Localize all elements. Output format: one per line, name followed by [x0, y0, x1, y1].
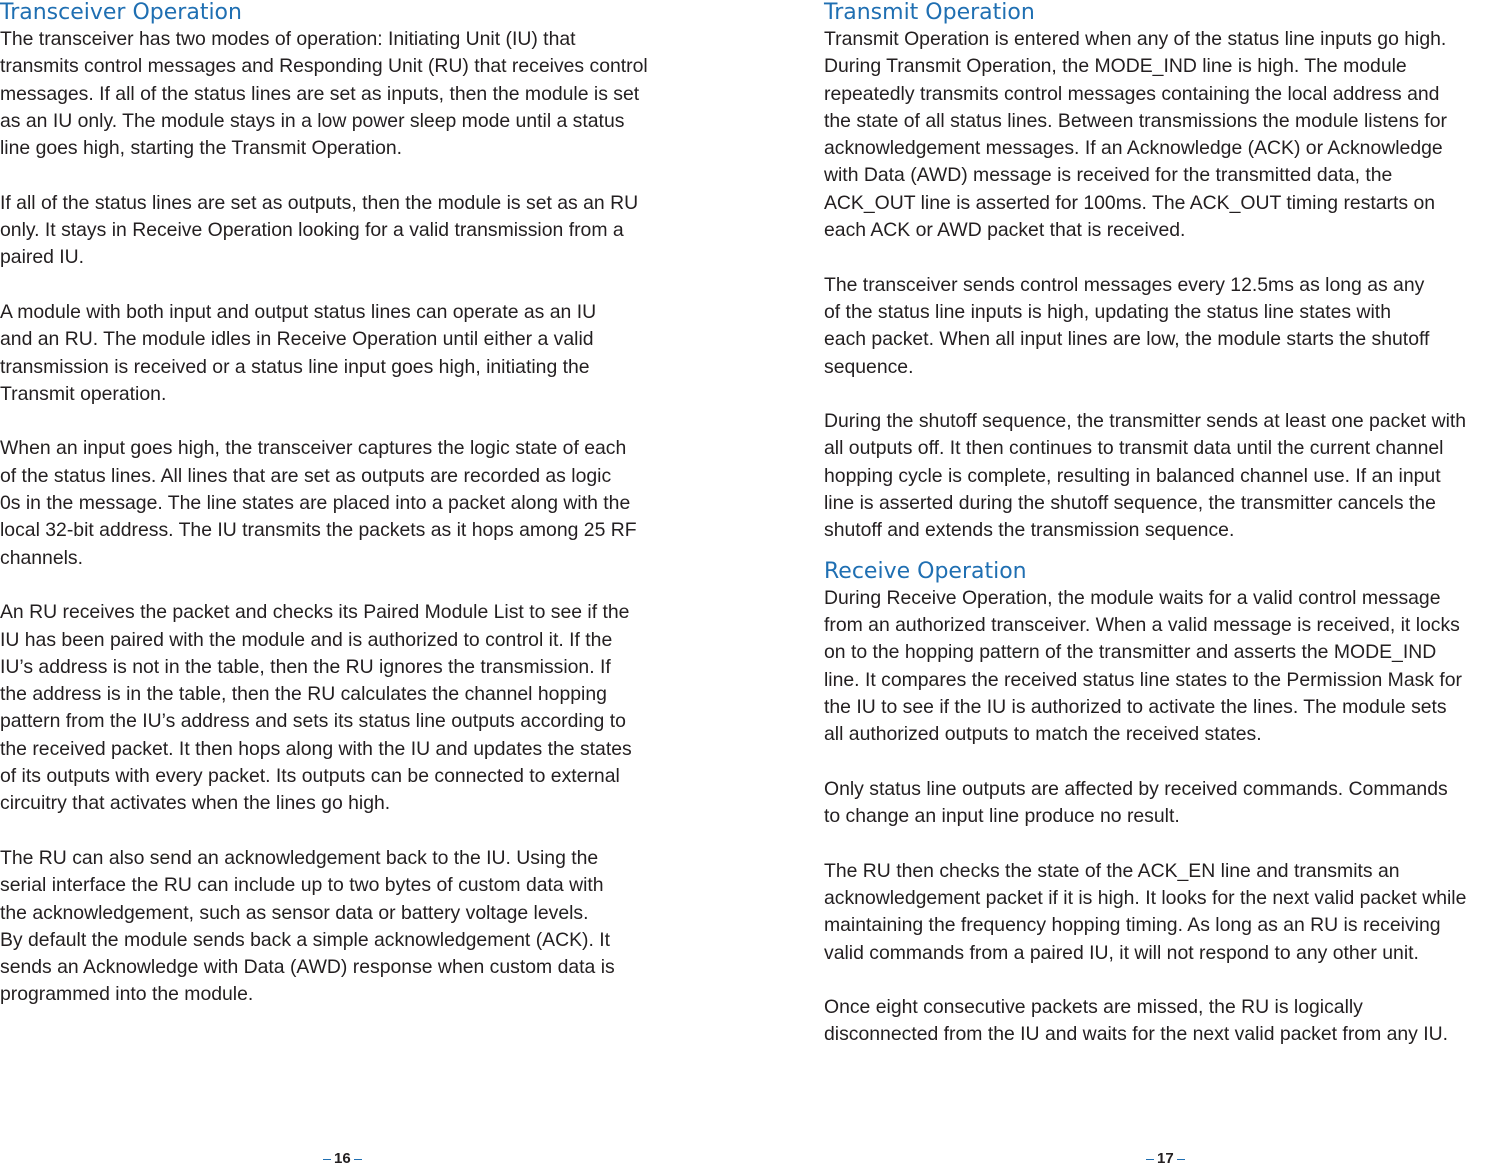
- text-line: line goes high, starting the Transmit Operation.: [0, 137, 403, 160]
- text-line: serial interface the RU can include up to two bytes of custom data with: [0, 874, 604, 897]
- text-line: circuitry that activates when the lines go high.: [0, 792, 391, 815]
- text-line: maintaining the frequency hopping timing. As long as an RU is receiving: [824, 914, 1441, 937]
- text-line: to change an input line produce no result.: [824, 805, 1180, 828]
- paragraph: [0, 845, 690, 1009]
- text-line: Transmit operation.: [0, 382, 167, 405]
- text-line: The RU can also send an acknowledgement back to the IU. Using the: [0, 846, 599, 869]
- dash-decoration: [1177, 1159, 1185, 1160]
- text-line: channels.: [0, 546, 84, 569]
- page-number-right: [1143, 1150, 1188, 1167]
- right-page: [824, 0, 1497, 1076]
- text-line: A module with both input and output status lines can operate as an IU: [0, 300, 597, 323]
- text-line: all authorized outputs to match the received states.: [824, 723, 1262, 746]
- text-line: from an authorized transceiver. When a valid message is received, it locks: [824, 613, 1460, 636]
- text-line: The transceiver has two modes of operation: Initiating Unit (IU) that: [0, 28, 576, 50]
- text-line: sends an Acknowledge with Data (AWD) response when custom data is: [0, 956, 615, 979]
- paragraph: [824, 272, 1497, 381]
- receive-body: [824, 585, 1497, 1049]
- transceiver-operation-heading: Transceiver Operation: [0, 0, 242, 25]
- text-line: ACK_OUT line is asserted for 100ms. The ACK_OUT timing restarts on: [824, 191, 1436, 214]
- paragraph: [824, 994, 1497, 1049]
- text-line: By default the module sends back a simple acknowledgement (ACK). It: [0, 928, 611, 951]
- text-line: IU’s address is not in the table, then the RU ignores the transmission. If: [0, 655, 611, 678]
- transmit-operation-heading: Transmit Operation: [824, 0, 1035, 25]
- paragraph: [0, 26, 690, 162]
- text-line: sequence.: [824, 355, 914, 378]
- text-line: valid commands from a paired IU, it will not respond to any other unit.: [824, 941, 1419, 964]
- text-line: If all of the status lines are set as outputs, then the module is set as an RU: [0, 191, 639, 214]
- text-line: the address is in the table, then the RU calculates the channel hopping: [0, 683, 607, 706]
- text-line: repeatedly transmits control messages containing the local address and: [824, 82, 1440, 105]
- text-line: transmission is received or a status line input goes high, initiating the: [0, 355, 590, 378]
- paragraph: [824, 776, 1497, 831]
- paragraph: [0, 299, 690, 408]
- text-line: An RU receives the packet and checks its Paired Module List to see if the: [0, 601, 630, 624]
- text-line: During the shutoff sequence, the transmitter sends at least one packet with: [824, 410, 1467, 433]
- text-line: as an IU only. The module stays in a low power sleep mode until a status: [0, 109, 625, 132]
- text-line: messages. If all of the status lines are set as inputs, then the module is set: [0, 82, 640, 105]
- paragraph: [0, 435, 690, 571]
- text-line: During Transmit Operation, the MODE_IND line is high. The module: [824, 55, 1407, 78]
- text-line: During Receive Operation, the module waits for a valid control message: [824, 586, 1441, 609]
- text-line: of its outputs with every packet. Its outputs can be connected to external: [0, 765, 620, 788]
- paragraph: [0, 599, 690, 817]
- text-line: programmed into the module.: [0, 983, 254, 1006]
- dash-decoration: [354, 1159, 362, 1160]
- text-line: When an input goes high, the transceiver captures the logic state of each: [0, 437, 627, 460]
- text-line: The RU then checks the state of the ACK_EN line and transmits an: [824, 859, 1400, 882]
- text-line: with Data (AWD) message is received for the transmitted data, the: [824, 164, 1393, 187]
- text-line: of the status lines. All lines that are set as outputs are recorded as logic: [0, 464, 612, 487]
- page-number-left: [320, 1150, 365, 1167]
- text-line: on to the hopping pattern of the transmitter and asserts the MODE_IND: [824, 641, 1437, 664]
- text-line: disconnected from the IU and waits for the next valid packet from any IU.: [824, 1023, 1449, 1046]
- text-line: and an RU. The module idles in Receive Operation until either a valid: [0, 328, 594, 351]
- text-line: line. It compares the received status line states to the Permission Mask for: [824, 668, 1463, 691]
- text-line: only. It stays in Receive Operation looking for a valid transmission from a: [0, 219, 624, 242]
- paragraph: [0, 190, 690, 272]
- text-line: transmits control messages and Responding Unit (RU) that receives control: [0, 55, 648, 78]
- paragraph: [824, 26, 1497, 244]
- text-line: the received packet. It then hops along with the IU and updates the states: [0, 737, 632, 760]
- text-line: 0s in the message. The line states are placed into a packet along with the: [0, 492, 631, 515]
- receive-operation-heading: Receive Operation: [824, 558, 1027, 584]
- text-line: pattern from the IU’s address and sets its status line outputs according to: [0, 710, 626, 733]
- text-line: hopping cycle is complete, resulting in balanced channel use. If an input: [824, 464, 1441, 487]
- text-line: of the status line inputs is high, updating the status line states with: [824, 300, 1391, 323]
- text-line: line is asserted during the shutoff sequence, the transmitter cancels the: [824, 492, 1436, 515]
- paragraph: [824, 408, 1497, 544]
- transmit-body: [824, 26, 1497, 545]
- text-line: the acknowledgement, such as sensor data or battery voltage levels.: [0, 901, 589, 924]
- text-line: IU has been paired with the module and is authorized to control it. If the: [0, 628, 613, 651]
- text-line: the state of all status lines. Between transmissions the module listens for: [824, 109, 1447, 132]
- text-line: paired IU.: [0, 246, 85, 269]
- text-line: acknowledgement packet if it is high. It looks for the next valid packet while: [824, 886, 1467, 909]
- text-line: all outputs off. It then continues to transmit data until the current channel: [824, 437, 1444, 460]
- text-line: Transmit Operation is entered when any of the status line inputs go high.: [824, 28, 1447, 50]
- paragraph: [824, 858, 1497, 967]
- text-line: Only status line outputs are affected by received commands. Commands: [824, 777, 1448, 800]
- text-line: shutoff and extends the transmission sequence.: [824, 519, 1235, 542]
- text-line: each ACK or AWD packet that is received.: [824, 219, 1186, 242]
- left-body: [0, 26, 690, 1009]
- dash-decoration: [323, 1159, 331, 1160]
- left-page: [0, 0, 690, 1036]
- page-number-text: 16: [334, 1150, 351, 1167]
- text-line: each packet. When all input lines are low, the module starts the shutoff: [824, 328, 1430, 351]
- paragraph: [824, 585, 1497, 749]
- text-line: Once eight consecutive packets are missed, the RU is logically: [824, 996, 1363, 1019]
- text-line: acknowledgement messages. If an Acknowledge (ACK) or Acknowledge: [824, 137, 1443, 160]
- text-line: the IU to see if the IU is authorized to activate the lines. The module sets: [824, 695, 1447, 718]
- text-line: The transceiver sends control messages every 12.5ms as long as any: [824, 273, 1425, 296]
- dash-decoration: [1146, 1159, 1154, 1160]
- text-line: local 32-bit address. The IU transmits the packets as it hops among 25 RF: [0, 519, 637, 542]
- page-number-text: 17: [1157, 1150, 1174, 1167]
